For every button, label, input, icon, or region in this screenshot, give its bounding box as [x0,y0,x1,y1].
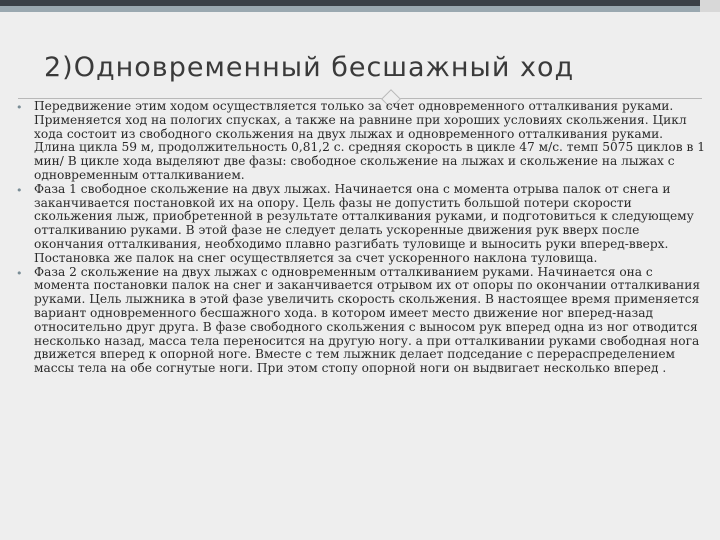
bullet-text: Передвижение этим ходом осуществляется только за счет одновременного отталкивания руками. Применяется ход на пологих спусках, а также на равнине при хороших условиях скольжения. Цикл хода состоит из свободного скольжения на двух лыжах и одновременного отталкивания руками. Длина цикла 59 м, продолжительность 0,81,2 с. средняя скорость в цикле 47 м/с. темп 5075 циклов в 1 мин/ В цикле хода выделяют две фазы: свободное скольжение на лыжах и скольжение на лыжах с одновременным отталкиванием. [34,99,705,182]
bullet-icon: • [16,266,23,280]
bullet-item [16,183,706,266]
top-accent-corner [700,0,720,12]
slide-body [16,100,706,376]
bullet-text: Фаза 2 скольжение на двух лыжах с одновременным отталкиванием руками. Начинается она с момента постановки палок на снег и заканчивается отрывом их от опоры по окончании отталкивания руками. Цель лыжника в этой фазе увеличить скорость скольжения. В настоящее время применяется вариант одновременного бесшажного хода. в котором имеет место движение ног вперед-назад относительно друг друга. В фазе свободного скольжения с выносом рук вперед одна из ног отводится несколько назад, масса тела переносится на другую ногу. а при отталкивании руками свободная нога движется вперед к опорной ноге. Вместе с тем лыжник делает подседание с перераспределением массы тела на обе согнутые ноги. При этом стопу опорной ноги он выдвигает несколько вперед . [34,264,701,376]
bullet-icon: • [16,101,23,114]
slide-title: 2)Одновременный бесшажный ход [44,52,575,83]
bullet-text: Фаза 1 свободное скольжение на двух лыжах. Начинается она с момента отрыва палок от снега и заканчивается постановкой их на опору. Цель фазы не допустить большой потери скорости скольжения лыж, приобретенной в результате отталкивания руками, и подготовиться к следующему отталкиванию руками. В этой фазе не следует делать ускоренные движения рук вверх после окончания отталкивания, необходимо плавно разгибать туловище и выносить руки вперед-вверх. Постановка же палок на снег осуществляется за счет ускоренного наклона туловища. [34,181,694,265]
bullet-icon: • [16,183,23,197]
bullet-item [16,100,706,183]
top-accent-stripe [0,6,720,12]
bullet-item [16,266,706,376]
